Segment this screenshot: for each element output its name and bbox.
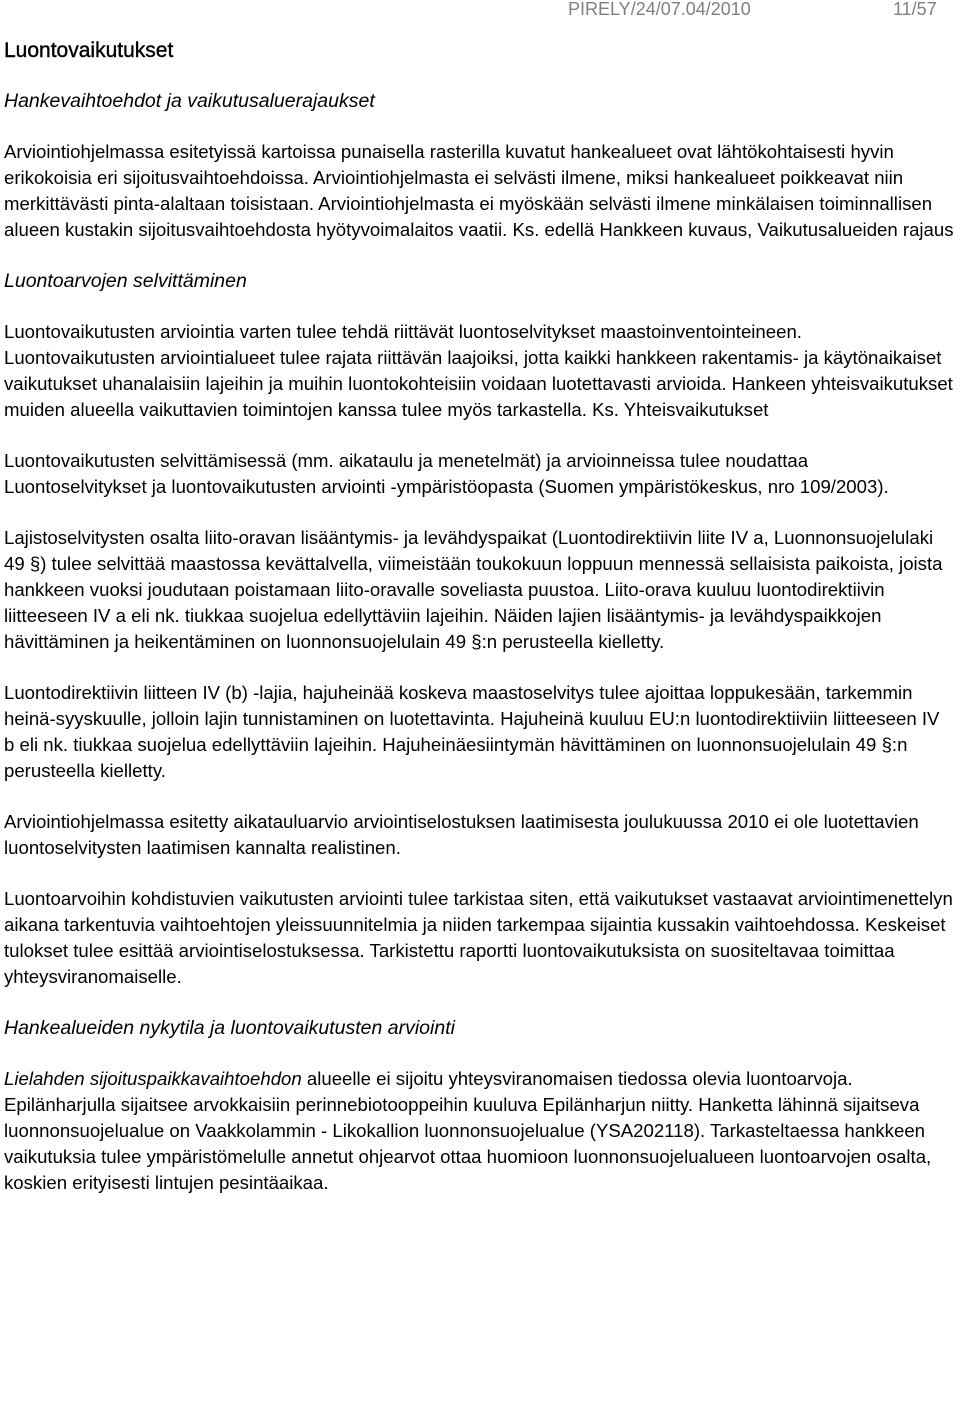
paragraph-8-text: alueelle ei sijoitu yhteysviranomaisen tiedossa olevia luontoarvoja. Epilänharjulla sijaitsee arvokkaisiin perinnebiotooppeihin kuuluva Epilänharjun niitty. Hanketta lähinnä sijaitseva luonnonsuojelualue on Vaakkolammin - Likokallion luonnonsuojelualue (YSA202118). Tarkasteltaessa hankkeen vaikutuksia tulee ympäristömelulle annetut ohjearvot ottaa huomioon luonnonsuojelualueen luontoarvojen osalta, koskien erityisesti lintujen pesintäaikaa. [4, 1068, 932, 1193]
subheading-hankevaihtoehdot: Hankevaihtoehdot ja vaikutusaluerajaukset [4, 90, 375, 112]
subheading-luontoarvojen-selvittaminen: Luontoarvojen selvittäminen [4, 270, 247, 292]
paragraph-4: Lajistoselvitysten osalta liito-oravan lisääntymis- ja levähdyspaikat (Luontodirektiivin liite IV a, Luonnonsuojelulaki 49 §) tulee selvittää maastossa kevättalvella, viimeistään toukokuun loppuun mennessä sellaisista paikoista, joista hankkeen vuoksi joudutaan poistamaan liito-oravalle soveliasta puustoa. Liito-orava kuuluu luontodirektiivin liitteeseen IV a eli nk. tiukkaa suojelua edellyttäviin lajeihin. Näiden lajien lisääntymis- ja levähdyspaikkojen hävittäminen ja heikentäminen on luonnonsuojelulain 49 §:n perusteella kielletty. [4, 527, 943, 652]
subheading-hankealueiden-nykytila: Hankealueiden nykytila ja luontovaikutusten arviointi [4, 1017, 455, 1039]
document-reference: PIRELY/24/07.04/2010 [568, 0, 751, 19]
paragraph-8 [4, 1066, 954, 1196]
document-body [4, 38, 954, 1221]
paragraph-6: Arviointiohjelmassa esitetty aikatauluarvio arviointiselostuksen laatimisesta joulukuussa 2010 ei ole luotettavien luontoselvitysten laatimisen kannalta realistinen. [4, 811, 919, 858]
paragraph-2: Luontovaikutusten arviointia varten tulee tehdä riittävät luontoselvitykset maastoinventointeineen. Luontovaikutusten arviointialueet tulee rajata riittävän laajoiksi, jotta kaikki hankkeen rakentamis- ja käytönaikaiset vaikutukset uhanalaisiin lajeihin ja muihin luontokohteisiin voidaan luotettavasti arvioida. Hankeen yhteisvaikutukset muiden alueella vaikuttavien toimintojen kanssa tulee myös tarkastella. Ks. Yhteisvaikutukset [4, 321, 953, 420]
paragraph-7: Luontoarvoihin kohdistuvien vaikutusten arviointi tulee tarkistaa siten, että vaikutukset vastaavat arviointimenettelyn aikana tarkentuvia vaihtoehtojen yleissuunnitelmia ja niiden tarkempaa sijaintia kussakin vaihtoehdossa. Keskeiset tulokset tulee esittää arviointiselostuksessa. Tarkistettu raportti luontovaikutuksista on suositeltavaa toimittaa yhteysviranomaiselle. [4, 888, 953, 987]
paragraph-5: Luontodirektiivin liitteen IV (b) -lajia, hajuheinää koskeva maastoselvitys tulee ajoittaa loppukesään, tarkemmin heinä-syyskuulle, jolloin lajin tunnistaminen on luotettavinta. Hajuheinä kuuluu EU:n luontodirektiiviin liitteeseen IV b eli nk. tiukkaa suojelua edellyttäviin lajeihin. Hajuheinäesiintymän hävittäminen on luonnonsuojelulain 49 §:n perusteella kielletty. [4, 682, 940, 781]
page-number: 11/57 [893, 0, 937, 19]
paragraph-3: Luontovaikutusten selvittämisessä (mm. aikataulu ja menetelmät) ja arvioinneissa tulee noudattaa Luontoselvitykset ja luontovaikutusten arviointi -ympäristöopasta (Suomen ympäristökeskus, nro 109/2003). [4, 450, 889, 497]
paragraph-8-italic-lead: Lielahden sijoituspaikkavaihtoehdon [4, 1068, 302, 1089]
section-title: Luontovaikutukset [4, 39, 174, 62]
paragraph-1: Arviointiohjelmassa esitetyissä kartoissa punaisella rasterilla kuvatut hankealueet ovat lähtökohtaisesti hyvin erikokoisia eri sijoitusvaihtoehdoissa. Arviointiohjelmasta ei selvästi ilmene, miksi hankealueet poikkeavat niin merkittävästi pinta-alaltaan toisistaan. Arviointiohjelmasta ei myöskään selvästi ilmene minkälaisen toiminnallisen alueen kustakin sijoitusvaihtoehdosta hyötyvoimalaitos vaatii. Ks. edellä Hankkeen kuvaus, Vaikutusalueiden rajaus [4, 141, 954, 240]
